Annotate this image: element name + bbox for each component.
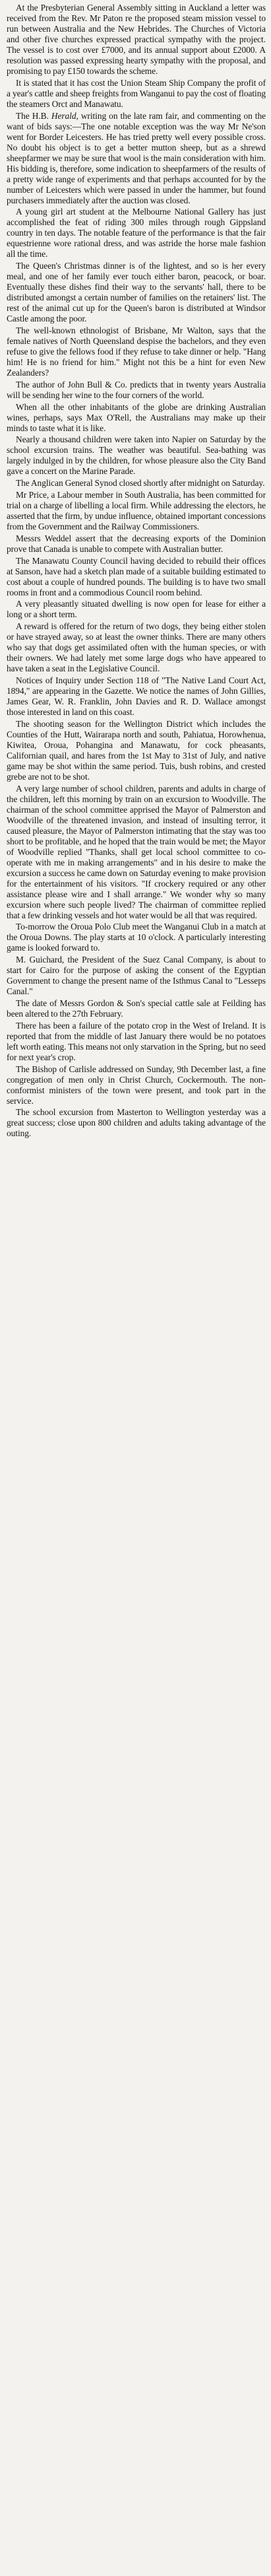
news-paragraph-canada-butter: Messrs Weddel assert that the decreasing exports of the Dominion prove that Canada is unable to compete with Australian butter. xyxy=(7,533,266,554)
news-paragraph-woodville-excursion: A very large number of school children, parents and adults in charge of the children, left this morning by train on an excursion to Woodville. The chairman of the school committee apprised the Mayor of Palmerston and Woodville of the threatened invasion, and instead of insulting terror, it caused pleasure, the Mayor of Palmerston intimating that the stay was too short to be profitable, and he hoped that the train would be met; the Mayor of Woodville replied "Thanks, shall get local school committee to co-operate with me in making arrangements" and in his desire to make the excursion a success he came down on Saturday evening to make provision for the entertainment of his visitors. "If crockery required or any other assistance please wire and I shall arrange." We wonder why so many excursion where such people lived? The chairman of committee replied that a few drinking vessels and hot water would be all that was required. xyxy=(7,783,266,920)
news-paragraph-suez-canal: M. Guichard, the President of the Suez Canal Company, is about to start for Cairo for the purpose of asking the consent of the Egyptian Government to change the present name of the Isthmus Canal to "Lesseps Canal." xyxy=(7,955,266,997)
news-paragraph-bishop-carlisle: The Bishop of Carlisle addressed on Sunday, 9th December last, a fine congregation of men only in Christ Church, Cockermouth. The non-conformist ministers of the town were present, and took part in the service. xyxy=(7,1064,266,1106)
newspaper-title-herald: Herald xyxy=(51,110,76,121)
news-paragraph-potato-crop: There has been a failure of the potato crop in the West of Ireland. It is reported that from the middle of last January there would be no potatoes left worth eating. This means not only starvation in the Spring, but no seed for next year's crop. xyxy=(7,1020,266,1062)
news-paragraph-ram-fair: The H.B. Herald, writing on the late ram fair, and commenting on the want of bids says:—The one notable exception was the way Mr Ne'son went for Border Leicesters. He has tried pretty well every possible cross. No doubt his object is to get a better mutton sheep, but as a shrewd sheepfarmer we may be sure that wool is the main consideration with him. His bidding is, therefore, some indication to sheepfarmers of the results of a pretty wide range of experiments and that perhaps accounted for by the number of Leicesters which were passed in under the hammer, but found purchasers immediately after the auction was closed. xyxy=(7,110,266,205)
news-paragraph-dog-reward: A reward is offered for the return of two dogs, they being either stolen or have strayed away, so at least the owner thinks. There are many others who say that dogs get assimilated often with the human species, or with their owners. We had lately met some large dogs who have appeared to have taken a seat in the Legislative Council. xyxy=(7,621,266,674)
news-paragraph-general-synod: The Anglican General Synod closed shortly after midnight on Saturday. xyxy=(16,478,265,489)
news-paragraph-county-offices: The Manawatu County Council having decided to rebuild their offices at Sanson, have had a sketch plan made of a suitable building estimated to cost about a couple of hundred pounds. The building is to have two small rooms in front and a commodious Council room behind. xyxy=(7,555,266,597)
news-paragraph-polo-match: To-morrow the Oroua Polo Club meet the Wanganui Club in a match at the Oroua Downs. The play starts at 10 o'clock. A particularly interesting game is looked forward to. xyxy=(7,922,266,953)
news-paragraph-art-student-ride: A young girl art student at the Melbourne National Gallery has just accomplished the feat of riding 300 miles through rough Gippsland country in ten days. The notable feature of the performance is that the fair equestrienne wore rational dress, and was astride the horse male fashion all the time. xyxy=(7,207,266,259)
news-paragraph-wine-prediction: The author of John Bull & Co. predicts that in twenty years Australia will be sending her wine to the four corners of the world. xyxy=(7,379,266,400)
news-paragraph-libel-charge: Mr Price, a Labour member in South Australia, has been committed for trial on a charge of libelling a local firm. While addressing the electors, he asserted that the firm, by undue influence, obtained important concessions from the Government and the Railway Commissioners. xyxy=(7,489,266,531)
news-paragraph-max-orell: When all the other inhabitants of the globe are drinking Australian wines, perhaps, says Max O'Rell, the Australians may make up their minds to taste what it is like. xyxy=(7,401,266,433)
news-paragraph-masterton-excursion: The school excursion from Masterton to Wellington yesterday was a great success; close upon 800 children and adults taking advantage of the outing. xyxy=(7,1107,266,1139)
news-paragraph-dwelling-lease: A very pleasantly situated dwelling is now open for lease for either a long or a short term. xyxy=(7,599,266,620)
news-paragraph-mission-vessel: At the Presbyterian General Assembly sitting in Auckland a letter was received from the Rev. Mr Paton re the proposed steam mission vessel to run between Australia and the New Hebrides. The Churches of Victoria and other five churches expressed practical sympathy with the project. The vessel is to cost over £7000, and its annual support about £2000. A resolution was passed expressing hearty sympathy with the proposal, and promising to pay £150 towards the scheme. xyxy=(7,3,266,76)
news-paragraph-shooting-season: The shooting season for the Wellington District which includes the Counties of the Hutt, Wairarapa north and south, Pahiatua, Horowhenua, Kiwitea, Oroua, Pohangina and Manawatu, for cock pheasants, Californian quail, and hares from the 1st May to 31st of July, and native game may be shot within the same period. Tuis, bush robins, and crested grebe are not to be shot. xyxy=(7,718,266,782)
news-paragraph-ethnologist: The well-known ethnologist of Brisbane, Mr Walton, says that the female natives of North Queensland despise the bachelors, and they even refuse to give the fellows food if they refuse to take dinner or help. "Hang him! He is no friend for him." Might not this be a hint for even New Zealanders? xyxy=(7,325,266,378)
news-paragraph-cattle-sale: The date of Messrs Gordon & Son's special cattle sale at Feilding has been altered to the 27th February. xyxy=(7,998,266,1019)
news-paragraph-queens-dinner: The Queen's Christmas dinner is of the lightest, and so is her every meal, and one of her family ever touch either baron, peacock, or boar. Eventually these dishes find their way to the servants' hall, there to be distributed amongst a certain number of families on the retainers' list. The rest of the animal cut up for the Queen's baron is distributed at Windsor Castle among the poor. xyxy=(7,261,266,324)
news-paragraph-native-land-court: Notices of Inquiry under Section 118 of "The Native Land Court Act, 1894," are appearing in the Gazette. We notice the names of John Gillies, James Gear, W. R. Franklin, John Davies and R. D. Wallace amongst those interested in land on this coast. xyxy=(7,675,266,717)
news-paragraph-napier-excursion: Nearly a thousand children were taken into Napier on Saturday by the school excursion trains. The weather was beautiful. Sea-bathing was largely indulged in by the children, for whose pleasure also the City Band gave a concert on the Marine Parade. xyxy=(7,434,266,477)
news-paragraph-cattle-freights: It is stated that it has cost the Union Steam Ship Company the profit of a year's cattle and sheep freights from Wanganui to pay the cost of floating the steamers Orct and Manawatu. xyxy=(7,77,266,109)
